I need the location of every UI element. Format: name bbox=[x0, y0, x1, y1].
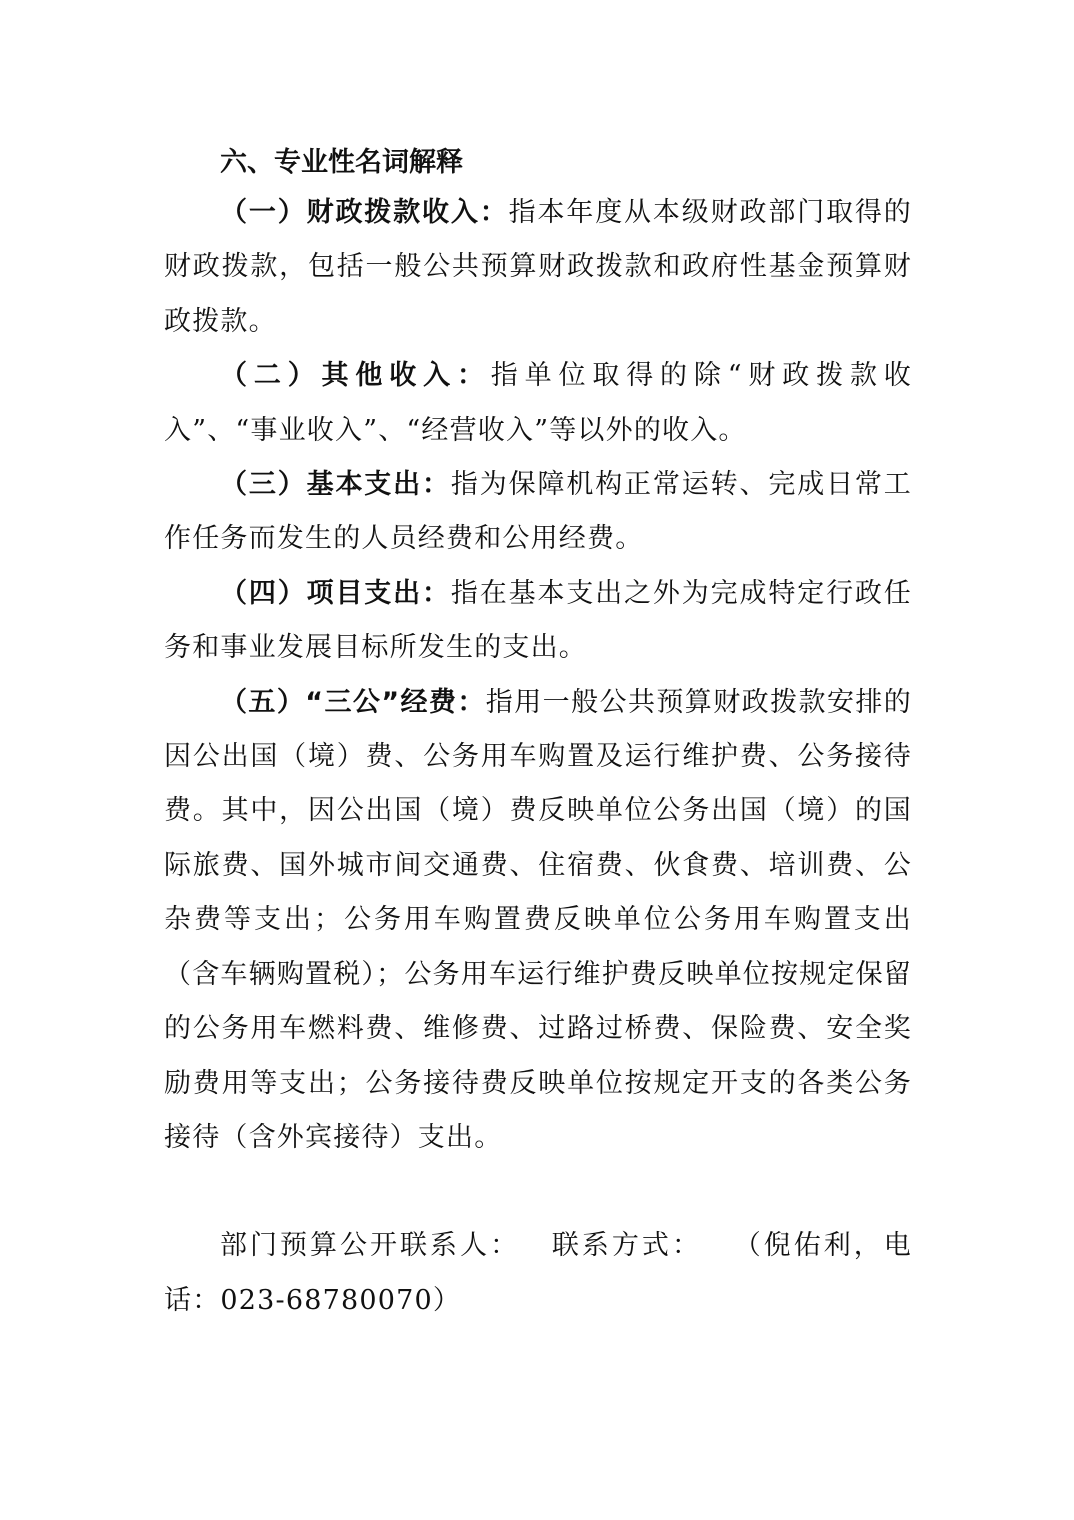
definition-term: （一）财政拨款收入： bbox=[220, 197, 509, 228]
definition-item bbox=[164, 458, 912, 567]
document-page bbox=[164, 140, 912, 1328]
definition-text: 指本年度从本级财政部门取得的财政拨款，包括一般公共预算财政拨款和政府性基金预算财政拨款。 bbox=[164, 197, 912, 337]
section-heading: 六、专业性名词解释 bbox=[220, 147, 463, 178]
definition-item bbox=[164, 349, 912, 458]
definition-term: （二）其他收入： bbox=[220, 360, 491, 392]
contact-method-label: 联系方式： bbox=[550, 1230, 702, 1262]
definition-term: （四）项目支出： bbox=[220, 577, 451, 609]
definition-text: 指用一般公共预算财政拨款安排的因公出国（境）费、公务用车购置及运行维护费、公务接待费。其中，因公出国（境）费反映单位公务出国（境）的国际旅费、国外城市间交通费、住宿费、伙食费、培训费、公杂费等支出；公务用车购置费反映单位公务用车购置支出（含车辆购置税）；公务用车运行维护费反映单位按规定保留的公务用车燃料费、维修费、过路过桥费、保险费、安全奖励费用等支出；公务接待费反映单位按规定开支的各类公务接待（含外宾接待）支出。 bbox=[164, 686, 913, 1153]
contact-line bbox=[164, 1219, 912, 1328]
definition-item bbox=[164, 186, 912, 349]
definition-text: 指单位取得的除“财政拨款收入”、“事业收入”、“经营收入”等以外的收入。 bbox=[164, 360, 912, 446]
definition-item bbox=[164, 567, 912, 676]
definition-item bbox=[164, 676, 912, 1166]
contact-detail: （倪佑利，电话：023-68780070） bbox=[164, 1230, 913, 1316]
definition-term: （三）基本支出： bbox=[220, 469, 451, 501]
contact-label: 部门预算公开联系人： bbox=[220, 1230, 521, 1262]
definition-text: 指为保障机构正常运转、完成日常工作任务而发生的人员经费和公用经费。 bbox=[164, 469, 912, 555]
definition-term: （五）“三公”经费： bbox=[220, 686, 486, 718]
definition-text: 指在基本支出之外为完成特定行政任务和事业发展目标所发生的支出。 bbox=[164, 577, 912, 664]
